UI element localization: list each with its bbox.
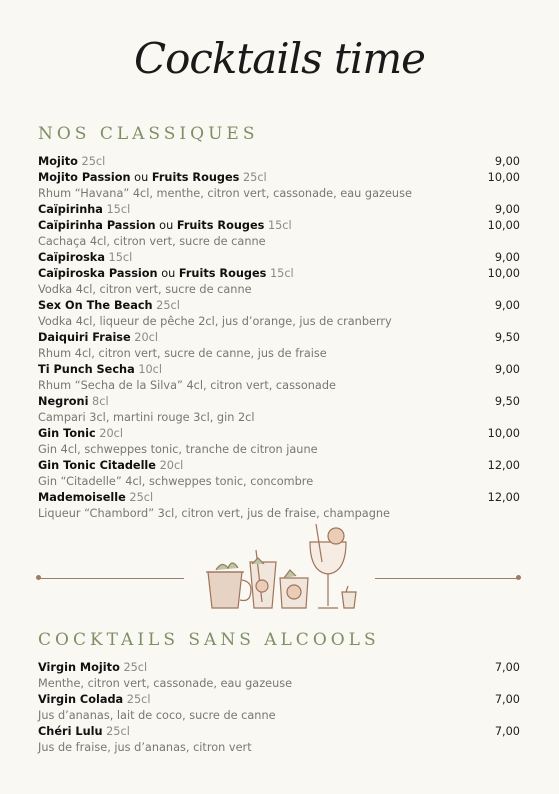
menu-item-row [38,362,520,378]
menu-item-title [38,692,151,708]
menu-item-row [38,202,520,218]
item-price: 12,00 [487,459,520,472]
item-name-alt: Fruits Rouges [176,219,265,232]
menu-item-title [38,218,292,234]
item-name: Daiquiri Fraise [38,331,131,344]
item-name: Negroni [38,395,89,408]
menu-item-title [38,298,180,314]
menu-item-row [38,458,520,474]
item-price: 9,00 [494,155,520,168]
menu-item-row [38,298,520,314]
section-heading-mocktails: COCKTAILS SANS ALCOOLS [38,630,380,650]
item-name: Mademoiselle [38,491,126,504]
menu-item-title [38,330,158,346]
menu-item-row [38,724,520,740]
item-name: Chéri Lulu [38,725,103,738]
item-price: 10,00 [487,267,520,280]
item-description: Gin “Citadelle” 4cl, schweppes tonic, concombre [38,475,314,488]
item-description: Vodka 4cl, citron vert, sucre de canne [38,283,252,296]
menu-item-title [38,660,147,676]
menu-item-row [38,692,520,708]
item-price: 9,50 [494,331,520,344]
menu-item-row [38,660,520,676]
menu-item-row [38,250,520,266]
item-description: Rhum 4cl, citron vert, sucre de canne, jus de fraise [38,347,327,360]
menu-item-row [38,154,520,170]
divider-line-right [375,578,518,579]
shot-glass-icon [342,592,356,608]
item-name: Sex On The Beach [38,299,153,312]
item-conjunction: ou [134,171,149,184]
item-price: 10,00 [487,427,520,440]
item-price: 10,00 [487,219,520,232]
item-name: Mojito Passion [38,171,131,184]
section-heading-classics: NOS CLASSIQUES [38,124,259,144]
item-volume: 25cl [81,155,106,168]
item-name-alt: Fruits Rouges [178,267,267,280]
item-volume: 15cl [108,251,133,264]
menu-item-row [38,426,520,442]
menu-item-title [38,154,105,170]
item-price: 9,00 [494,363,520,376]
item-description: Jus d’ananas, lait de coco, sucre de canne [38,709,276,722]
item-description: Rhum “Havana” 4cl, menthe, citron vert, cassonade, eau gazeuse [38,187,412,200]
item-description: Cachaça 4cl, citron vert, sucre de canne [38,235,266,248]
menu-item-row [38,490,520,506]
cocktail-list-mocktails [38,660,520,756]
menu-item-row [38,266,520,282]
mug-icon [208,572,242,608]
menu-item-title [38,724,130,740]
item-description: Menthe, citron vert, cassonade, eau gazeuse [38,677,293,690]
item-name-alt: Fruits Rouges [151,171,240,184]
menu-item-title [38,490,153,506]
menu-item-title [38,394,109,410]
item-volume: 15cl [106,203,131,216]
menu-title: Cocktails time [133,34,426,83]
item-volume: 10cl [138,363,163,376]
item-name: Gin Tonic [38,427,96,440]
item-price: 7,00 [494,661,520,674]
item-volume: 25cl [129,491,154,504]
item-volume: 25cl [242,171,267,184]
wine-glass-icon [310,542,346,574]
menu-item-title [38,250,132,266]
item-price: 7,00 [494,725,520,738]
item-name: Caïpiroska Passion [38,267,158,280]
item-volume: 25cl [126,693,151,706]
menu-item-title [38,362,162,378]
item-volume: 25cl [106,725,130,738]
item-volume: 20cl [159,459,184,472]
item-price: 9,50 [494,395,520,408]
cocktail-glasses-illustration [198,522,362,614]
item-volume: 20cl [134,331,159,344]
item-name: Caïpirinha Passion [38,219,156,232]
item-name: Caïpiroska [38,251,105,264]
item-volume: 25cl [123,661,148,674]
item-price: 12,00 [487,491,520,504]
item-name: Gin Tonic Citadelle [38,459,156,472]
item-name: Caïpirinha [38,203,103,216]
item-volume: 20cl [99,427,124,440]
item-price: 9,00 [494,299,520,312]
item-conjunction: ou [161,267,176,280]
item-description: Gin 4cl, schweppes tonic, tranche de citron jaune [38,443,318,456]
menu-item-title [38,202,130,218]
item-description: Vodka 4cl, liqueur de pêche 2cl, jus d’orange, jus de cranberry [38,315,392,328]
item-description: Liqueur “Chambord” 3cl, citron vert, jus de fraise, champagne [38,507,390,520]
item-name: Ti Punch Secha [38,363,135,376]
divider-dot-right [516,575,521,580]
menu-item-row [38,330,520,346]
item-price: 10,00 [487,171,520,184]
item-name: Virgin Mojito [38,661,120,674]
menu-item-row [38,170,520,186]
menu-item-title [38,266,294,282]
item-volume: 8cl [92,395,109,408]
item-price: 9,00 [494,251,520,264]
item-name: Virgin Colada [38,693,124,706]
item-name: Mojito [38,155,78,168]
menu-item-row [38,218,520,234]
menu-item-title [38,458,183,474]
menu-item-title [38,170,267,186]
item-description: Rhum “Secha de la Silva” 4cl, citron vert, cassonade [38,379,336,392]
item-volume: 15cl [269,267,294,280]
item-description: Campari 3cl, martini rouge 3cl, gin 2cl [38,411,255,424]
divider-line-left [39,578,184,579]
menu-item-title [38,426,123,442]
item-volume: 25cl [156,299,180,312]
item-price: 9,00 [494,203,520,216]
item-description: Jus de fraise, jus d’ananas, citron vert [38,741,252,754]
item-conjunction: ou [159,219,174,232]
item-price: 7,00 [494,693,520,706]
menu-item-row [38,394,520,410]
item-volume: 15cl [267,219,292,232]
cocktail-list-classics [38,154,520,522]
